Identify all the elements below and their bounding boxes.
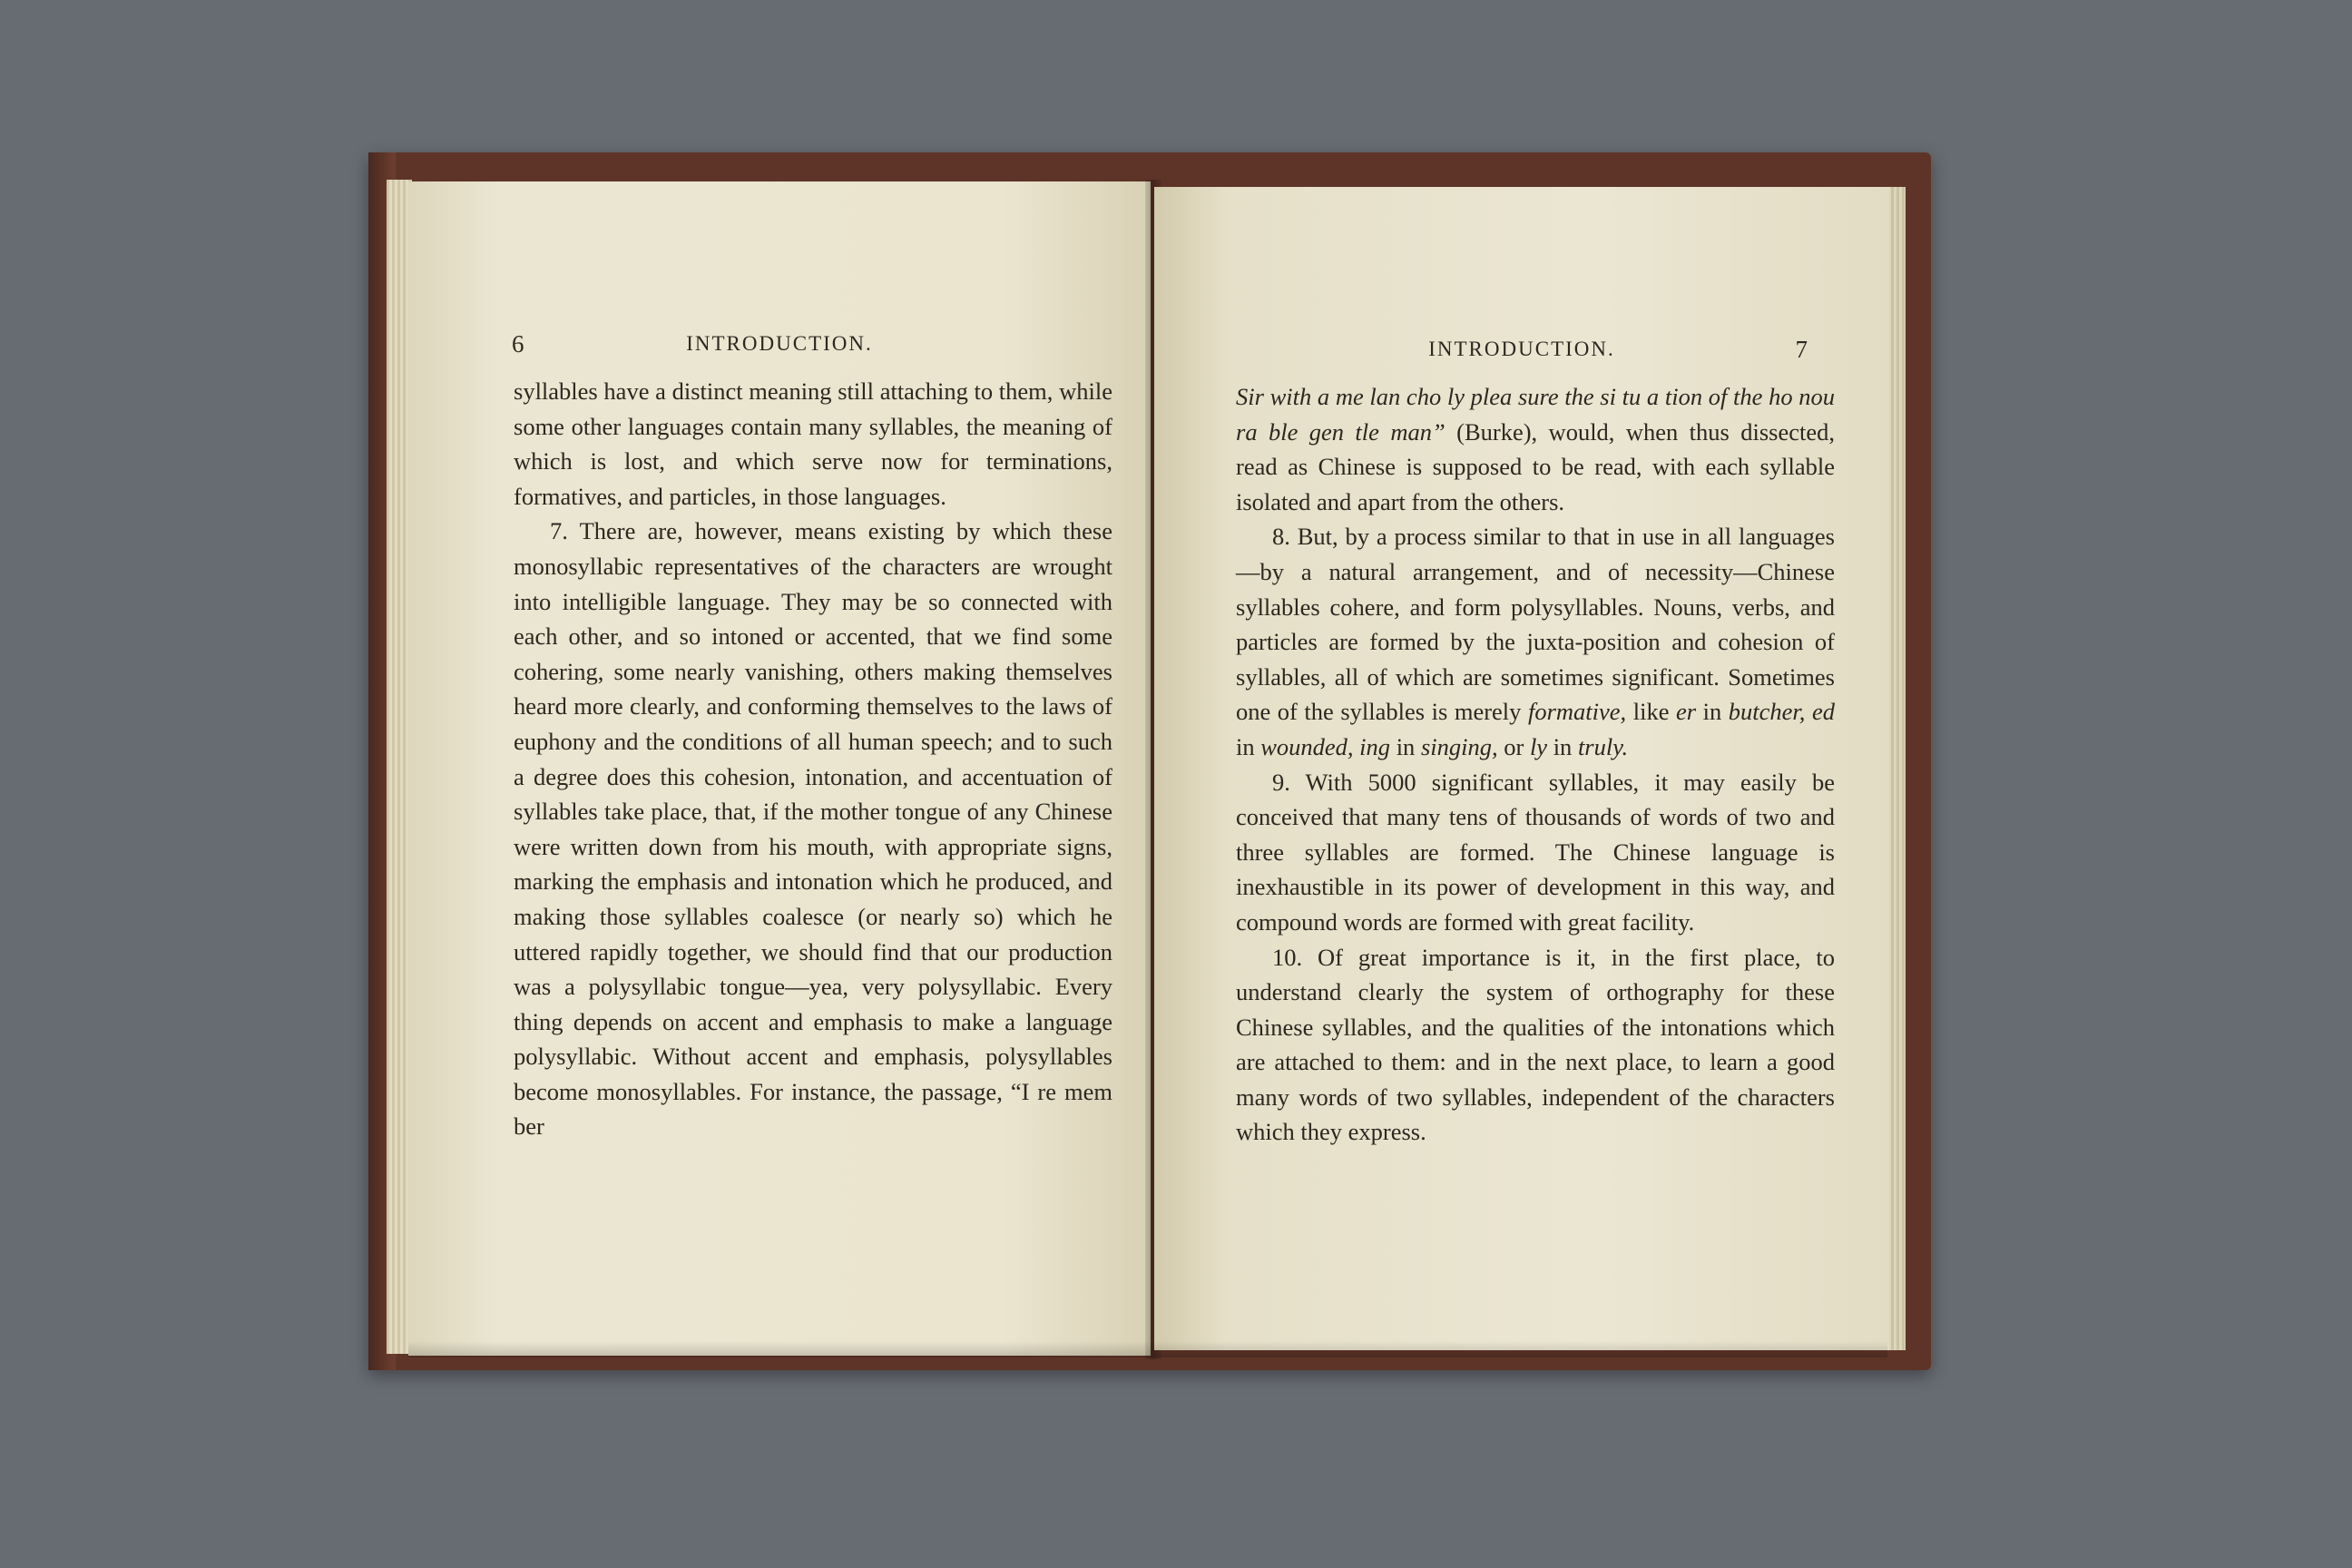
italic-word: truly.	[1577, 732, 1629, 760]
left-page-header	[408, 332, 1151, 368]
paragraph-9: 9. With 5000 significant syllables, it may easily be conceived that many tens of thousands of words of two and three syllables are formed. The Chinese language is inexhaustible in its power of development in this way, and compound words are formed with great facility.	[1236, 768, 1835, 936]
page-bottom-shadow	[408, 1341, 1887, 1357]
paragraph-text: in	[1696, 698, 1729, 726]
right-page	[1154, 187, 1889, 1350]
paragraph-10: 10. Of great importance is it, in the first place, to understand clearly the system of orthography for these Chinese syllables, and the qualities of the intonations which are attached to them: and in the next place, to learn a good many words of two syllables, independent of the characters which they express.	[1236, 943, 1835, 1146]
italic-word: butcher, ed	[1728, 698, 1835, 726]
page-number: 7	[1795, 336, 1808, 363]
right-page-header	[1154, 338, 1889, 374]
paragraph-text: (Burke), would, when thus dissected, read as Chinese is supposed to be read, with each syllable isolated and apart from the others.	[1236, 417, 1835, 515]
paragraph-continued	[1236, 379, 1835, 519]
italic-word: singing,	[1420, 732, 1498, 760]
italic-word: wounded, ing	[1260, 732, 1391, 760]
paragraph: syllables have a distinct meaning still attaching to them, while some other languages contain many syllables, the meaning of which is lost, and which serve now for terminations, formatives, and particles, in those languages.	[514, 377, 1112, 510]
italic-word: er	[1676, 698, 1697, 726]
italic-word: formative,	[1527, 698, 1627, 726]
paragraph-text: like	[1626, 698, 1676, 726]
paragraph-8	[1236, 519, 1835, 764]
left-page	[408, 181, 1151, 1356]
paragraph-text: in	[1390, 732, 1421, 760]
paragraph-text: in	[1547, 732, 1578, 760]
right-page-body	[1236, 379, 1835, 1150]
left-page-body	[514, 374, 1112, 1144]
running-head: INTRODUCTION.	[1428, 338, 1615, 360]
paragraph-7: 7. There are, however, means existing by which these monosyllabic representatives of the characters are wrought into intelligible language. They may be so connected with each other, and so intoned or accented, that we find some cohering, some nearly vanishing, others making themselves heard more clearly, and conforming themselves to the laws of euphony and the conditions of all human speech; and to such a degree does this cohesion, intonation, and accentuation of syllables take place, that, if the mother tongue of any Chinese were written down from his mouth, with appropriate signs, marking the emphasis and intonation which he produced, and making those syllables coalesce (or nearly so) which he uttered rapidly together, we should find that our production was a polysyllabic tongue—yea, very polysyllabic. Every thing depends on accent and emphasis to make a language polysyllabic. Without accent and emphasis, polysyllables become monosyllables. For instance, the passage, “I re mem ber	[514, 517, 1112, 1141]
paragraph-text: in	[1236, 732, 1261, 760]
page-number: 6	[512, 330, 524, 358]
italic-word: ly	[1529, 732, 1548, 760]
paragraph-text: or	[1497, 732, 1530, 760]
italic-quote: Sir with a me lan cho ly plea sure the si tu a tion of the ho nou ra ble gen tle man”	[1236, 383, 1835, 446]
paragraph-text: 8. But, by a process similar to that in use in all languages—by a natural arrangement, and of necessity—Chinese syllables cohere, and form polysyllables. Nouns, verbs, and particles are formed by the juxta-position and cohesion of syllables, all of which are sometimes significant. Sometimes one of the syllables is merely	[1236, 523, 1835, 726]
running-head: INTRODUCTION.	[686, 332, 873, 355]
